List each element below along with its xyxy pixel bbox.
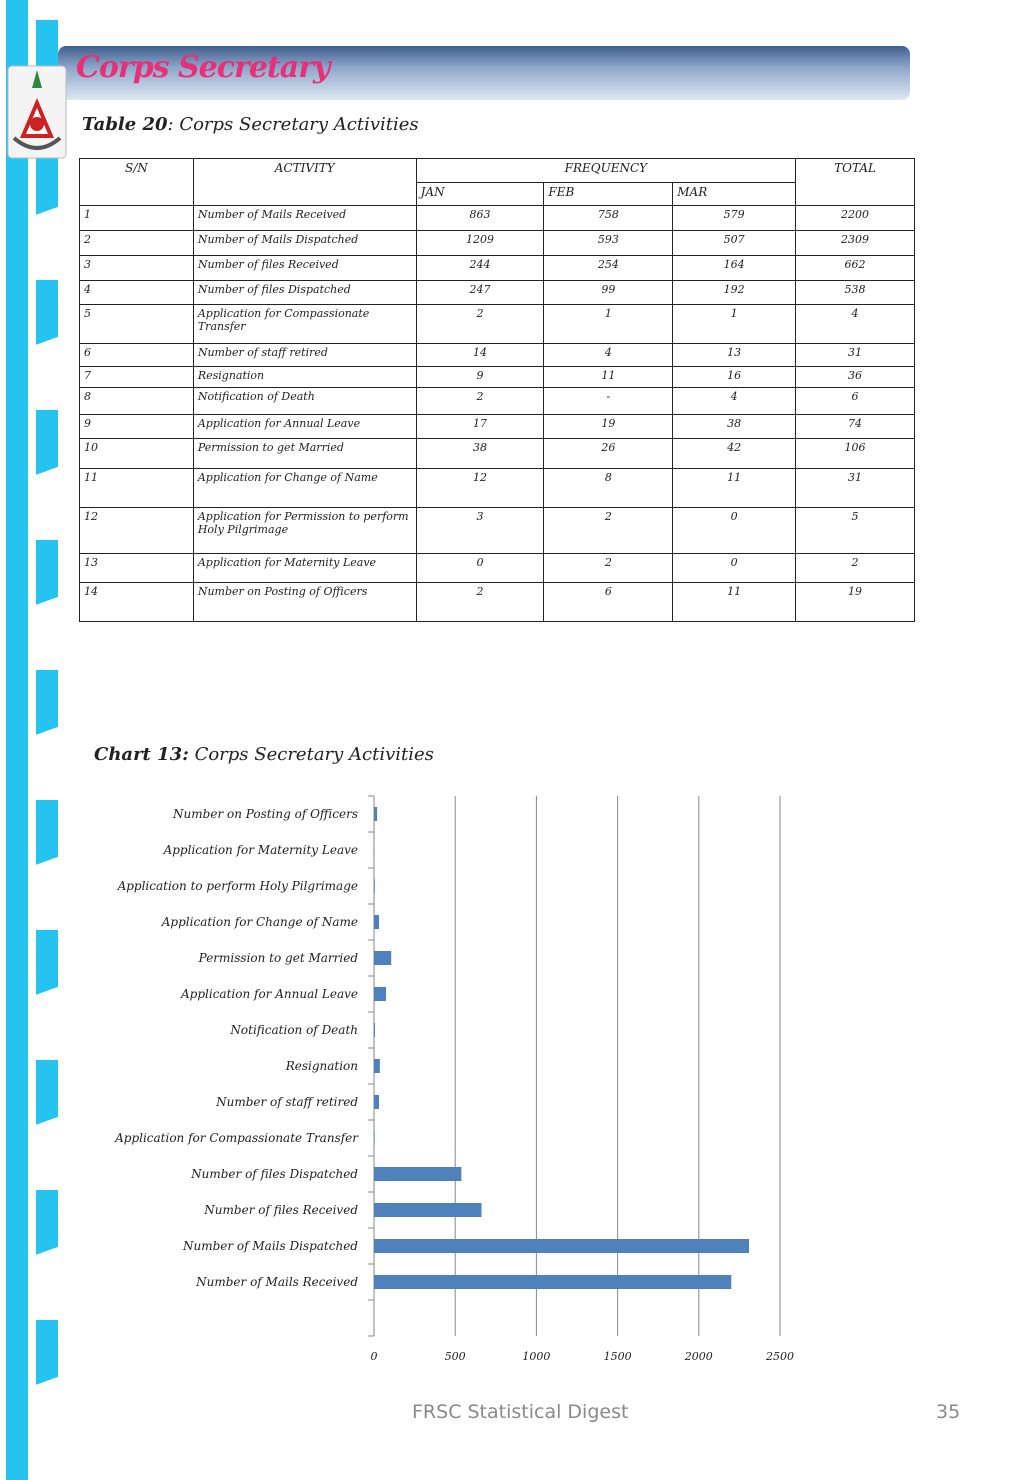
cell-jan: 38 [416,439,544,469]
bar [374,1167,461,1181]
cell-activity: Number of Mails Received [193,206,416,231]
header-activity: ACTIVITY [193,159,416,206]
cell-jan: 1209 [416,231,544,256]
bar [374,879,375,893]
activities-bar-chart [0,780,1024,1380]
cell-jan: 247 [416,281,544,305]
side-chevron [36,410,58,510]
cell-mar: 507 [673,231,796,256]
cell-sn: 14 [80,583,194,622]
cell-total: 19 [796,583,915,622]
cell-total: 2200 [796,206,915,231]
cell-sn: 2 [80,231,194,256]
cell-activity: Notification of Death [193,388,416,415]
cell-sn: 10 [80,439,194,469]
table-row [80,469,915,508]
page-title: Corps Secretary [76,50,330,85]
cell-mar: 164 [673,256,796,281]
cell-jan: 9 [416,367,544,388]
x-tick-label: 1000 [522,1350,551,1363]
table-row [80,415,915,439]
table-row [80,554,915,583]
cell-activity: Number of staff retired [193,344,416,367]
cell-total: 5 [796,508,915,554]
chart-caption-text: Corps Secretary Activities [188,744,434,765]
footer-title: FRSC Statistical Digest [412,1401,629,1423]
cell-total: 4 [796,305,915,344]
cell-activity: Number of files Dispatched [193,281,416,305]
bar [374,1059,380,1073]
cell-mar: 0 [673,508,796,554]
chart-caption [94,744,434,765]
cell-sn: 4 [80,281,194,305]
cell-mar: 0 [673,554,796,583]
x-tick-label: 500 [444,1350,466,1363]
category-label: Number of files Dispatched [191,1167,358,1181]
cell-jan: 863 [416,206,544,231]
cell-feb: 593 [544,231,673,256]
cell-mar: 11 [673,469,796,508]
cell-feb: 11 [544,367,673,388]
cell-total: 2309 [796,231,915,256]
category-label: Application for Maternity Leave [163,843,358,857]
activities-table [79,158,915,622]
cell-feb: 99 [544,281,673,305]
category-label: Application for Change of Name [161,915,358,929]
cell-activity: Application for Compassionate Transfer [193,305,416,344]
header-total: TOTAL [796,159,915,206]
bar [374,807,377,821]
cell-total: 662 [796,256,915,281]
table-row [80,206,915,231]
cell-jan: 2 [416,305,544,344]
category-label: Number of staff retired [216,1095,358,1109]
cell-feb: 8 [544,469,673,508]
bar [374,1275,731,1289]
cell-sn: 9 [80,415,194,439]
cell-feb: 1 [544,305,673,344]
cell-feb: 6 [544,583,673,622]
cell-activity: Number of Mails Dispatched [193,231,416,256]
header-frequency: FREQUENCY [416,159,796,183]
x-tick-label: 2000 [684,1350,713,1363]
cell-mar: 11 [673,583,796,622]
cell-activity: Number of files Received [193,256,416,281]
cell-activity: Resignation [193,367,416,388]
cell-jan: 17 [416,415,544,439]
cell-activity: Application for Permission to perform Holy Pilgrimage [193,508,416,554]
cell-jan: 14 [416,344,544,367]
x-tick-label: 1500 [603,1350,632,1363]
category-label: Application to perform Holy Pilgrimage [117,879,358,893]
category-label: Notification of Death [230,1023,358,1037]
x-tick-label: 0 [370,1350,378,1363]
cell-feb: 254 [544,256,673,281]
table-row [80,439,915,469]
cell-total: 31 [796,344,915,367]
category-label: Number of files Received [204,1203,358,1217]
cell-feb: 26 [544,439,673,469]
cell-sn: 3 [80,256,194,281]
cell-activity: Number on Posting of Officers [193,583,416,622]
category-label: Number of Mails Received [196,1275,358,1289]
cell-feb: - [544,388,673,415]
category-label: Permission to get Married [198,951,358,965]
page-number: 35 [936,1401,961,1423]
cell-jan: 2 [416,583,544,622]
cell-mar: 4 [673,388,796,415]
cell-total: 2 [796,554,915,583]
side-chevron [36,280,58,380]
chart-caption-label: Chart 13: [94,744,189,765]
cell-activity: Permission to get Married [193,439,416,469]
header-mar: MAR [673,183,796,206]
side-chevron [36,670,58,770]
side-chevron [36,540,58,640]
cell-feb: 4 [544,344,673,367]
cell-mar: 1 [673,305,796,344]
table-row [80,508,915,554]
bar [374,987,386,1001]
cell-sn: 12 [80,508,194,554]
table-row [80,281,915,305]
cell-jan: 2 [416,388,544,415]
cell-total: 74 [796,415,915,439]
bar [374,1095,379,1109]
cell-total: 6 [796,388,915,415]
cell-sn: 8 [80,388,194,415]
bar [374,951,391,965]
cell-jan: 3 [416,508,544,554]
bar [374,1239,749,1253]
table-row [80,256,915,281]
table-caption-text: : Corps Secretary Activities [167,114,419,135]
frsc-logo-icon [6,58,68,162]
category-label: Number of Mails Dispatched [182,1239,358,1253]
side-chevron [36,150,58,250]
bar [374,1131,375,1145]
category-label: Application for Annual Leave [181,987,358,1001]
cell-sn: 11 [80,469,194,508]
table-row [80,367,915,388]
cell-total: 106 [796,439,915,469]
bar [374,915,379,929]
cell-sn: 1 [80,206,194,231]
cell-jan: 12 [416,469,544,508]
cell-activity: Application for Change of Name [193,469,416,508]
cell-feb: 2 [544,508,673,554]
category-label: Resignation [285,1059,358,1073]
table-caption [82,114,419,135]
cell-total: 538 [796,281,915,305]
cell-sn: 7 [80,367,194,388]
header-feb: FEB [544,183,673,206]
category-label: Number on Posting of Officers [173,807,358,821]
cell-sn: 5 [80,305,194,344]
cell-mar: 16 [673,367,796,388]
cell-mar: 579 [673,206,796,231]
bar [374,1203,482,1217]
category-label: Application for Compassionate Transfer [115,1131,358,1145]
table-row [80,305,915,344]
cell-mar: 192 [673,281,796,305]
cell-feb: 19 [544,415,673,439]
cell-mar: 13 [673,344,796,367]
header-jan: JAN [416,183,544,206]
table-row [80,344,915,367]
bar [374,1023,375,1037]
table-caption-label: Table 20 [82,114,168,135]
x-tick-label: 2500 [766,1350,794,1363]
table-row [80,583,915,622]
table-row [80,388,915,415]
cell-activity: Application for Maternity Leave [193,554,416,583]
cell-feb: 2 [544,554,673,583]
cell-total: 31 [796,469,915,508]
cell-sn: 6 [80,344,194,367]
cell-total: 36 [796,367,915,388]
cell-jan: 244 [416,256,544,281]
cell-mar: 42 [673,439,796,469]
header-sn: S/N [80,159,194,206]
cell-mar: 38 [673,415,796,439]
cell-activity: Application for Annual Leave [193,415,416,439]
cell-feb: 758 [544,206,673,231]
cell-jan: 0 [416,554,544,583]
table-row [80,231,915,256]
cell-sn: 13 [80,554,194,583]
